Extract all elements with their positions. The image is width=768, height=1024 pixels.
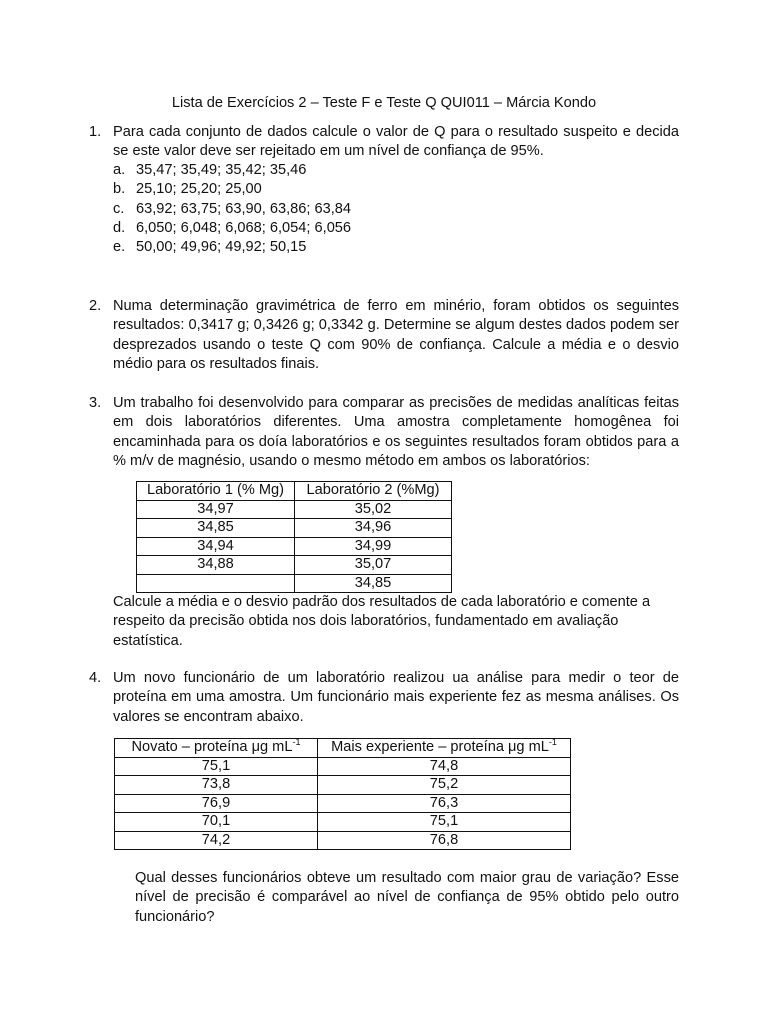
protein-results-table xyxy=(114,738,571,850)
table-cell: 35,07 xyxy=(295,556,452,575)
table-cell: 75,2 xyxy=(318,776,571,795)
table-cell: 35,02 xyxy=(295,500,452,519)
table-row xyxy=(137,556,452,575)
table-row xyxy=(137,537,452,556)
table-row xyxy=(137,519,452,538)
question-number: 1. xyxy=(89,124,102,140)
table-cell: 34,99 xyxy=(295,537,452,556)
lab-results-table xyxy=(136,481,452,593)
table-cell: 74,2 xyxy=(115,831,318,850)
table-cell: 75,1 xyxy=(318,813,571,832)
table-row xyxy=(115,813,571,832)
question-followup-text: Calcule a média e o desvio padrão dos resultados de cada laboratório e comente a respeito da precisão obtida nos dois laboratórios, fundamentado em avaliação estatística. xyxy=(113,594,651,649)
list-item: c. 63,92; 63,75; 63,90, 63,86; 63,84 xyxy=(113,200,352,217)
column-header: Laboratório 2 (%Mg) xyxy=(295,482,452,501)
table-row xyxy=(115,794,571,813)
column-header: Laboratório 1 (% Mg) xyxy=(137,482,295,501)
question-text: Para cada conjunto de dados calcule o valor de Q para o resultado suspeito e decida se este valor deve ser rejeitado em um nível de confiança de 95%. xyxy=(113,124,679,160)
sub-item-list xyxy=(113,161,351,257)
table-row xyxy=(115,831,571,850)
column-header: Mais experiente – proteína μg $mL^{-1}$ xyxy=(318,739,571,758)
table-cell: 73,8 xyxy=(115,776,318,795)
table-cell: 70,1 xyxy=(115,813,318,832)
table-cell: 34,88 xyxy=(137,556,295,575)
table-row xyxy=(137,500,452,519)
column-header: Novato – proteína μg $mL^{-1}$ xyxy=(115,739,318,758)
unit-superscript: -1 xyxy=(292,737,301,748)
page-title: Lista de Exercícios 2 – Teste F e Teste Q QUI011 – Márcia Kondo xyxy=(171,95,597,111)
question-text: Um trabalho foi desenvolvido para comparar as precisões de medidas analíticas feitas em dois laboratórios diferentes. Uma amostra completamente homogênea foi encaminhada para os doía laboratórios e os seguintes resultados foram obtidos para a % m/v de magnésio, usando o mesmo método em ambos os laboratórios: xyxy=(113,395,679,469)
table-cell: 34,85 xyxy=(295,574,452,593)
question-number: 4. xyxy=(89,670,102,686)
table-cell: 75,1 xyxy=(115,757,318,776)
list-item: d. 6,050; 6,048; 6,068; 6,054; 6,056 xyxy=(113,219,352,236)
question-number: 3. xyxy=(89,395,102,411)
table-row xyxy=(115,757,571,776)
table-cell: 34,97 xyxy=(137,500,295,519)
table-cell: 34,94 xyxy=(137,537,295,556)
table-header-row xyxy=(115,739,571,758)
question-text: Um novo funcionário de um laboratório realizou ua análise para medir o teor de proteína em uma amostra. Um funcionário mais experiente fez as mesma análises. Os valores se encontram abaixo. xyxy=(113,670,679,725)
table-cell: 76,8 xyxy=(318,831,571,850)
table-row xyxy=(137,574,452,593)
table-cell: 76,3 xyxy=(318,794,571,813)
question-text: Numa determinação gravimétrica de ferro em minério, foram obtidos os seguintes resultados: 0,3417 g; 0,3426 g; 0,3342 g. Determine se algum destes dados podem ser desprezados usando o teste Q com 90% de confiança. Calcule a média e o desvio médio para os resultados finais. xyxy=(113,298,679,372)
table-cell: 34,85 xyxy=(137,519,295,538)
unit-superscript: -1 xyxy=(548,737,557,748)
table-cell xyxy=(137,574,295,593)
list-item: b. 25,10; 25,20; 25,00 xyxy=(113,181,262,198)
table-cell: 76,9 xyxy=(115,794,318,813)
question-followup-text: Qual desses funcionários obteve um resultado com maior grau de variação? Esse nível de precisão é comparável ao nível de confiança de 95% obtido pelo outro funcionário? xyxy=(135,870,679,925)
question-number: 2. xyxy=(89,298,102,314)
table-header-row xyxy=(137,482,452,501)
list-item: a. 35,47; 35,49; 35,42; 35,46 xyxy=(113,162,307,178)
table-row xyxy=(115,776,571,795)
table-cell: 74,8 xyxy=(318,757,571,776)
table-cell: 34,96 xyxy=(295,519,452,538)
list-item: e. 50,00; 49,96; 49,92; 50,15 xyxy=(113,239,307,256)
